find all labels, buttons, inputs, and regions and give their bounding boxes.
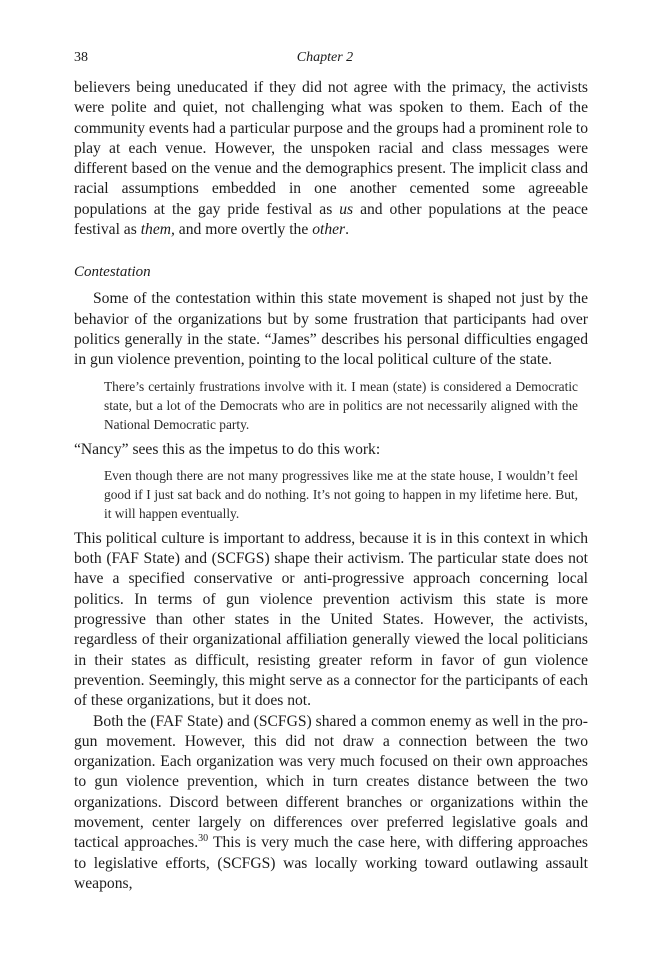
block-quote-james: There’s certainly frustrations involve with it. I mean (state) is considered a Democratic state, but a lot of the Democrats who are in politics are not necessarily aligned with the National Democratic party. <box>104 378 578 432</box>
footnote-marker: 30 <box>198 833 209 845</box>
section-heading: Contestation <box>74 264 151 281</box>
page-number: 38 <box>74 50 88 65</box>
running-head: Chapter 2 <box>296 50 354 65</box>
paragraph-4: This political culture is important to address, because it is in this context in which both (FAF State) and (SCFGS) shape their activism. The particular state does not have a specified conservative or anti-progressive approach concerning local politics. In terms of gun violence prevention activism this state is more progressive than other states in the United States. However, the activists, regardless of their organizational affiliation generally viewed the local politicians in their states as difficult, resisting greater reform in favor of gun violence prevention. Seemingly, this might serve as a connector for the participants of each of these organizations, but it does not. <box>74 529 588 710</box>
block-quote-nancy: Even though there are not many progressives like me at the state house, I wouldn’t feel good if I just sat back and do nothing. It’s not going to happen in my lifetime here. But, it will happen eventually. <box>104 467 578 521</box>
page-body <box>74 78 588 894</box>
emphasis-us: us <box>339 200 354 218</box>
paragraph-5: Both the (FAF State) and (SCFGS) shared a common enemy as well in the pro-gun movement. However, this did not draw a connection between the two organization. Each organization was very much focused on their own approaches to gun violence prevention, which in turn creates distance between the two organizations. Discord between different branches or organizations within the movement, center largely on differences over preferred legislative goals and tactical approaches.$^{30}$ This is very much the case here, with differing approaches to legislative efforts, (SCFGS) was locally working toward outlawing assault weapons, <box>74 712 588 892</box>
emphasis-them: them, <box>140 221 175 239</box>
paragraph-3: “Nancy” sees this as the impetus to do this work: <box>74 440 381 458</box>
paragraph-1: believers being uneducated if they did not agree with the primacy, the activists were polite and quiet, not challenging what was spoken to them. Each of the community events had a particular purpose and the groups had a prominent role to play at each venue. However, the unspoken racial and class messages were different based on the venue and the demographics present. The implicit class and racial assumptions embedded in one another cemented some agreeable populations at the gay pride festival as us and other populations at the peace festival as them, and more overtly the other. <box>74 79 589 239</box>
emphasis-other: other <box>312 221 346 239</box>
paragraph-2: Some of the contestation within this state movement is shaped not just by the behavior of the organizations but by some frustration that participants had over politics generally in the state. “James” describes his personal difficulties engaged in gun violence prevention, pointing to the local political culture of the state. <box>74 290 588 369</box>
